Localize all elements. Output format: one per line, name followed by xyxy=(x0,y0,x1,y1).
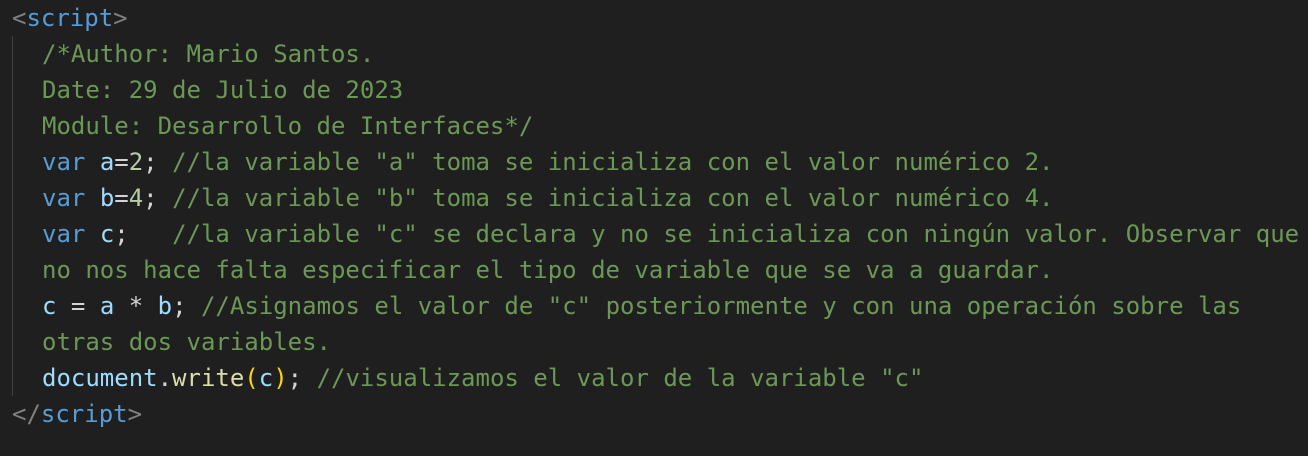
assign-operator: = xyxy=(114,184,129,212)
variable-name: b xyxy=(157,292,173,320)
code-line-var-c[interactable] xyxy=(0,216,1308,252)
number-literal: 4 xyxy=(128,184,144,212)
code-line-var-a[interactable] xyxy=(0,144,1308,180)
assign-operator: = xyxy=(114,148,129,176)
open-paren: ( xyxy=(244,364,259,392)
argument-name: c xyxy=(258,364,274,392)
code-line-comment-module[interactable] xyxy=(0,108,1308,144)
var-keyword: var xyxy=(42,220,86,248)
code-line-close-tag[interactable] xyxy=(0,396,1308,432)
line-comment-wrapped: no nos hace falta especificar el tipo de variable que se va a guardar. xyxy=(42,256,1054,284)
variable-name: c xyxy=(99,220,115,248)
line-comment: //Asignamos el valor de "c" posteriormente y con una operación sobre las xyxy=(200,292,1242,320)
code-line-comment-author[interactable] xyxy=(0,36,1308,72)
method-name: write xyxy=(172,364,245,392)
variable-name: a xyxy=(99,148,115,176)
line-comment: //la variable "b" toma se inicializa con el valor numérico 4. xyxy=(172,184,1054,212)
semicolon: ; xyxy=(114,220,129,248)
code-line-comment-date[interactable] xyxy=(0,72,1308,108)
variable-name: a xyxy=(99,292,115,320)
block-comment-line: Date: 29 de Julio de 2023 xyxy=(42,76,404,104)
tag-open-bracket: </ xyxy=(12,400,41,428)
tag-open-bracket: < xyxy=(12,4,27,32)
semicolon: ; xyxy=(287,364,303,392)
line-comment: //la variable "c" se declara y no se inicializa con ningún valor. Observar que xyxy=(172,220,1300,248)
script-tag-name: script xyxy=(40,400,128,428)
close-paren: ) xyxy=(273,364,288,392)
line-comment: //visualizamos el valor de la variable "c" xyxy=(316,364,924,392)
code-line-document-write[interactable] xyxy=(0,360,1308,396)
semicolon: ; xyxy=(143,184,158,212)
semicolon: ; xyxy=(172,292,187,320)
dot-operator: . xyxy=(157,364,173,392)
tag-close-bracket: > xyxy=(127,400,143,428)
code-line-assign-c-wrap[interactable] xyxy=(0,324,1308,360)
object-name: document xyxy=(42,364,158,392)
tag-close-bracket: > xyxy=(113,4,128,32)
block-comment-line: /*Author: Mario Santos. xyxy=(42,40,375,68)
line-comment: //la variable "a" toma se inicializa con el valor numérico 2. xyxy=(172,148,1054,176)
block-comment-line: Module: Desarrollo de Interfaces*/ xyxy=(42,112,534,140)
code-line-var-c-wrap[interactable] xyxy=(0,252,1308,288)
code-line-var-b[interactable] xyxy=(0,180,1308,216)
number-literal: 2 xyxy=(128,148,144,176)
multiply-operator: * xyxy=(128,292,144,320)
assign-operator: = xyxy=(70,292,86,320)
variable-name: c xyxy=(42,292,57,320)
var-keyword: var xyxy=(42,148,86,176)
var-keyword: var xyxy=(42,184,86,212)
code-line-assign-c[interactable] xyxy=(0,288,1308,324)
script-tag-name: script xyxy=(26,4,114,32)
variable-name: b xyxy=(99,184,115,212)
semicolon: ; xyxy=(143,148,158,176)
line-comment-wrapped: otras dos variables. xyxy=(42,328,331,356)
code-line-open-tag[interactable] xyxy=(0,0,1308,36)
